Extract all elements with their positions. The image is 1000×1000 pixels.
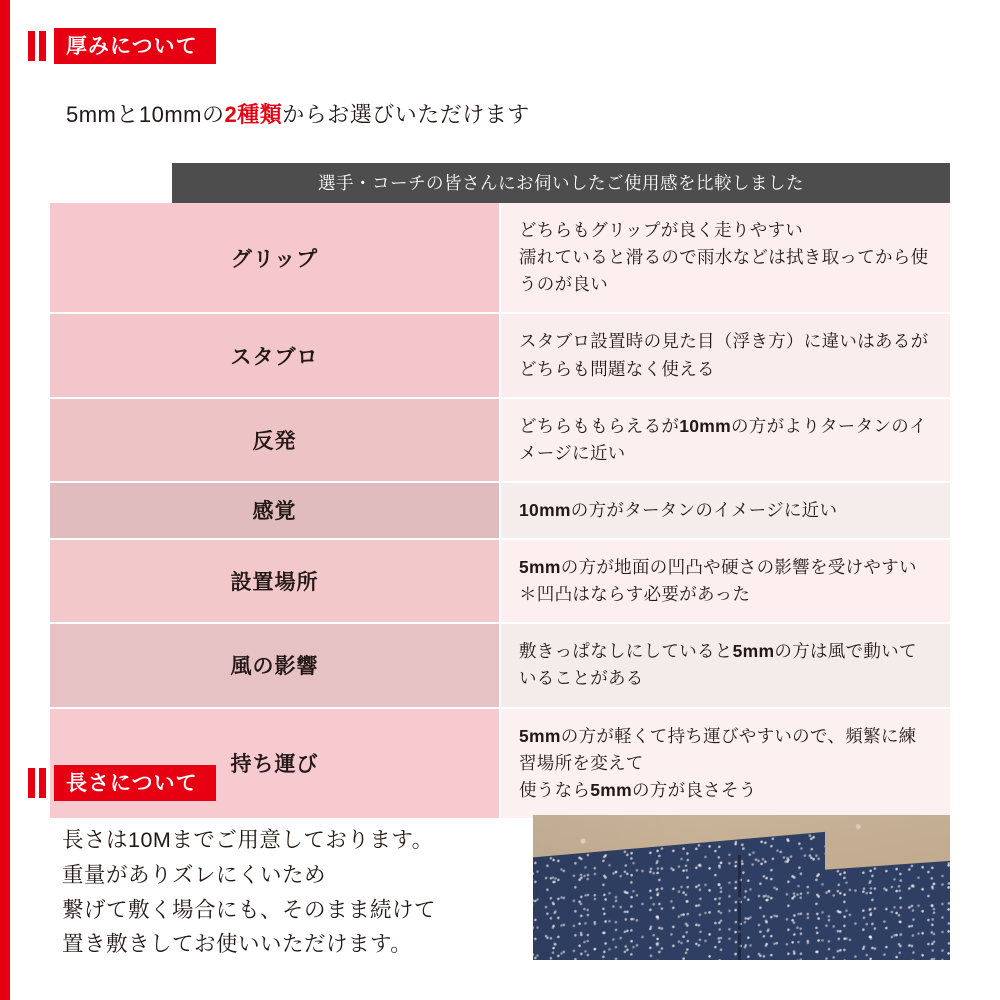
row-value-line: ＊凹凸はならす必要があった: [519, 584, 751, 605]
row-value-feel: [500, 482, 950, 539]
lead-highlight: 2種類: [224, 102, 283, 127]
row-value-grip: [500, 203, 950, 313]
section-heading-thickness: [28, 28, 216, 64]
row-value-line: どちらももらえるが10mmの方がよりタータンのイメージに近い: [519, 415, 927, 463]
length-body-line: 重量がありズレにくいため: [62, 862, 327, 887]
row-value-line: スタブロ設置時の見た目（浮き方）に違いはあるが: [519, 331, 929, 352]
row-value-line: 5mmの方が地面の凹凸や硬さの影響を受けやすい: [519, 557, 917, 577]
row-value-line: どちらも問題なく使える: [519, 358, 715, 379]
row-label-starting-block: スタブロ: [50, 313, 500, 397]
row-label-portability: 持ち運び: [50, 708, 500, 819]
heading-bars-icon: [28, 765, 54, 801]
table-row: [50, 482, 950, 539]
thickness-lead-text: [66, 98, 530, 129]
table-row: [50, 708, 950, 819]
table-row: [50, 398, 950, 482]
row-value-installation-site: [500, 539, 950, 623]
row-label-feel: 感覚: [50, 482, 500, 539]
length-body-text: [62, 823, 436, 962]
table-row: [50, 623, 950, 707]
table-row: [50, 313, 950, 397]
row-label-grip: グリップ: [50, 203, 500, 313]
row-value-line: 使うなら5mmの方が良さそう: [519, 779, 757, 800]
row-value-starting-block: [500, 313, 950, 397]
row-value-line: 濡れていると滑るので雨水などは拭き取ってから使うのが良い: [519, 247, 929, 295]
heading-bars-icon: [28, 28, 54, 64]
row-value-line: 5mmの方が軽くて持ち運びやすいので、頻繁に練習場所を変えて: [519, 725, 917, 773]
table-row: [50, 203, 950, 313]
section-heading-length-label: 長さについて: [54, 765, 216, 801]
row-value-line: 敷きっぱなしにしていると5mmの方は風で動いていることがある: [519, 641, 917, 689]
row-value-portability: [500, 708, 950, 819]
row-value-line: どちらもグリップが良く走りやすい: [519, 220, 804, 240]
length-body-line: 置き敷きしてお使いいただけます。: [62, 932, 413, 957]
left-red-edge-bar: [0, 0, 10, 1000]
row-label-rebound: 反発: [50, 398, 500, 482]
length-body-line: 繋げて敷く場合にも、そのまま続けて: [62, 897, 437, 922]
row-value-wind-effect: [500, 623, 950, 707]
length-body-line: 長さは10Mまでご用意しております。: [62, 828, 434, 852]
comparison-table: [50, 163, 950, 820]
table-caption: 選手・コーチの皆さんにお伺いしたご使用感を比較しました: [172, 163, 950, 203]
table-caption-row: [50, 163, 950, 203]
lead-before: 5mmと10mmの: [66, 102, 225, 127]
row-value-line: 10mmの方がタータンのイメージに近い: [519, 499, 838, 520]
row-label-wind-effect: 風の影響: [50, 623, 500, 707]
section-heading-thickness-label: 厚みについて: [54, 28, 216, 64]
lead-after: からお選びいただけます: [282, 102, 530, 127]
row-value-rebound: [500, 398, 950, 482]
photo-shading-overlay: [533, 815, 950, 960]
mat-photo: [533, 815, 950, 960]
row-label-installation-site: 設置場所: [50, 539, 500, 623]
table-row: [50, 539, 950, 623]
section-heading-length: [28, 765, 216, 801]
